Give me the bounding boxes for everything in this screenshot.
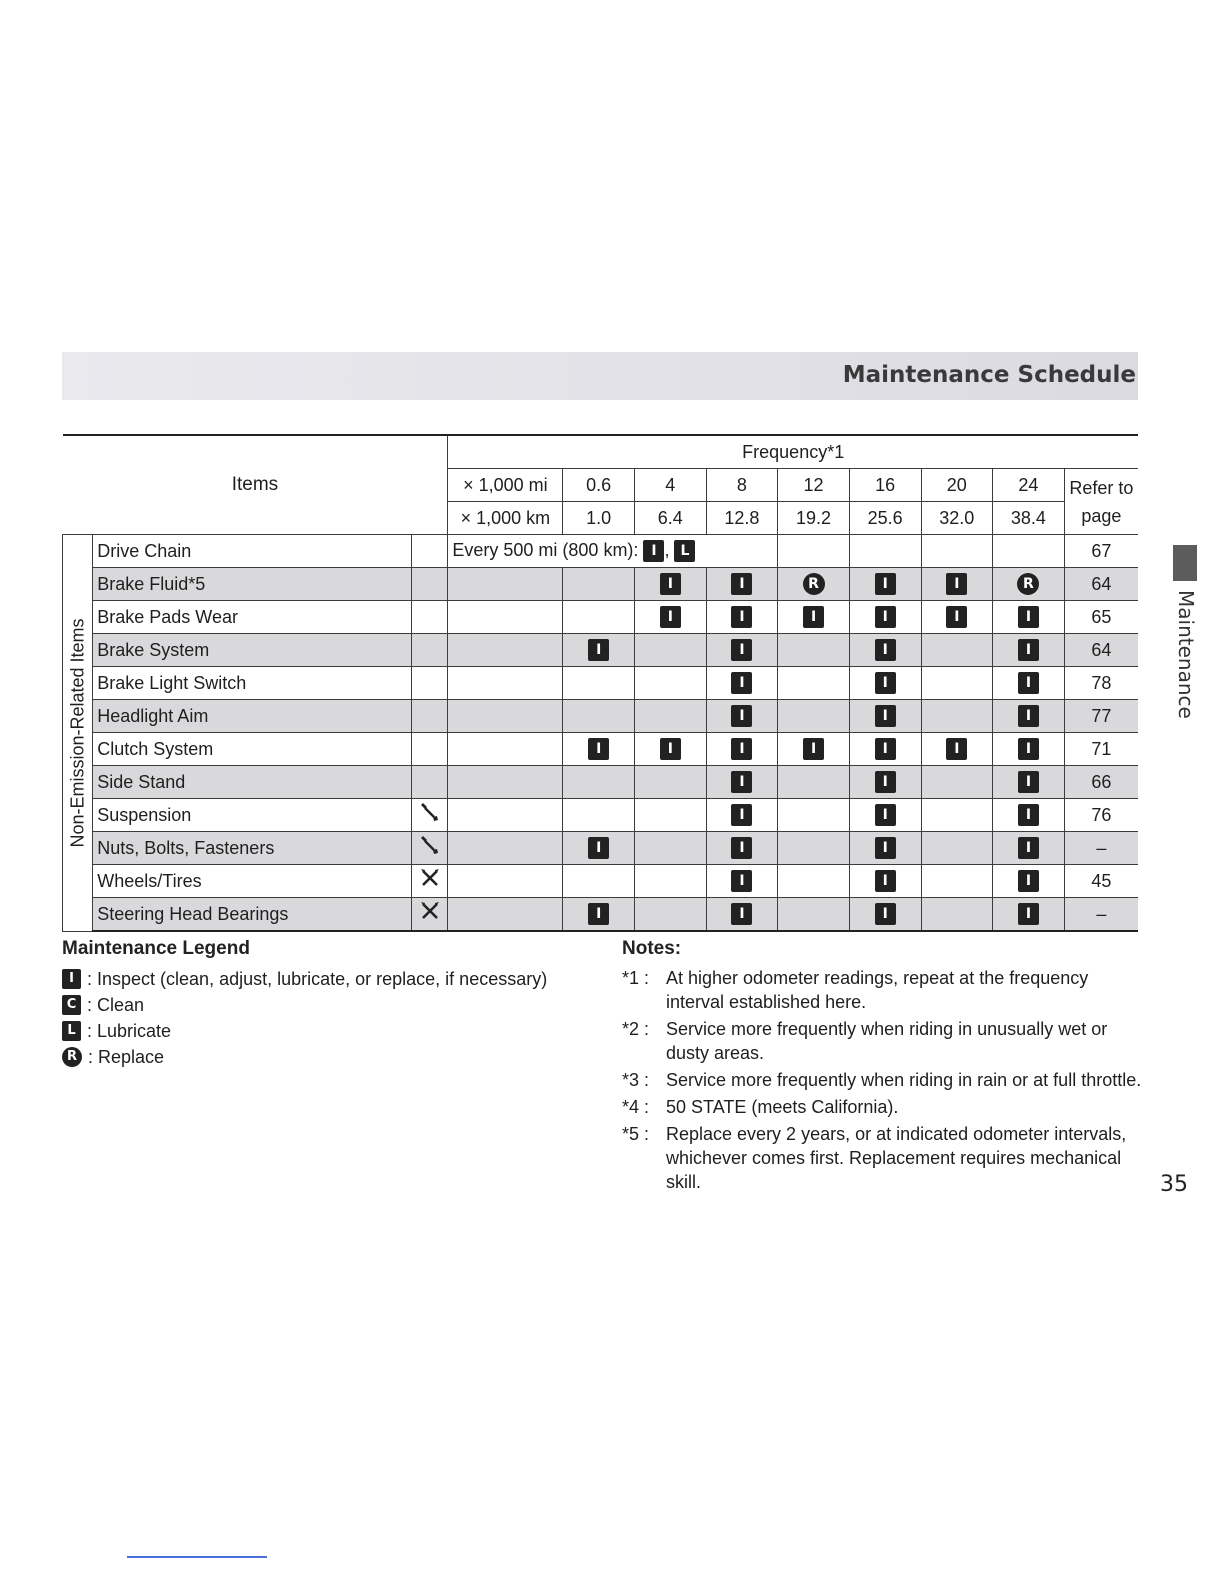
note-key: *1 : (622, 968, 650, 988)
interval-cell (778, 832, 850, 865)
unit-cell (448, 766, 563, 799)
interval-cell (635, 865, 707, 898)
section-tab-marker (1173, 545, 1197, 581)
mark-inspect-icon: I (1018, 837, 1039, 859)
mark-inspect-icon: I (1018, 771, 1039, 793)
mark-inspect-icon: I (875, 837, 896, 859)
interval-cell (849, 832, 921, 865)
interval-cell (635, 634, 707, 667)
mark-inspect-icon: I (1018, 870, 1039, 892)
mark-inspect-icon: I (731, 870, 752, 892)
mark-inspect-icon: I (875, 903, 896, 925)
refer-header (1064, 469, 1138, 535)
item-name: Brake System (93, 634, 412, 667)
mark-inspect-icon: I (875, 672, 896, 694)
mark-inspect-icon: I (875, 705, 896, 727)
interval-cell (921, 634, 993, 667)
table-row (63, 601, 1139, 634)
legend-item (62, 992, 582, 1018)
mileage-cell: 0.6 (563, 469, 635, 502)
interval-cell (993, 898, 1065, 932)
table-row (63, 799, 1139, 832)
note-item (622, 1122, 1142, 1194)
table-row (63, 766, 1139, 799)
table-row (63, 700, 1139, 733)
page-number: 35 (1160, 1172, 1188, 1197)
mark-inspect-icon: I (731, 804, 752, 826)
interval-cell (635, 667, 707, 700)
note-text: At higher odometer readings, repeat at the frequency interval established here. (666, 968, 1089, 1012)
mark-inspect-icon: I (875, 804, 896, 826)
group-label: Non-Emission-Related Items (67, 618, 88, 848)
mark-inspect-icon: I (588, 903, 609, 925)
kilometer-cell: 19.2 (778, 502, 850, 535)
mark-inspect-icon: I (660, 606, 681, 628)
kilometer-cell: 38.4 (993, 502, 1065, 535)
mark-inspect-icon: I (875, 573, 896, 595)
refer-page: 45 (1064, 865, 1138, 898)
mark-inspect-icon: I (731, 738, 752, 760)
refer-header-line2: page (1081, 505, 1122, 526)
interval-cell (849, 535, 921, 568)
interval-cell (778, 634, 850, 667)
interval-cell (993, 766, 1065, 799)
refer-page: 77 (1064, 700, 1138, 733)
unit-cell (448, 634, 563, 667)
interval-cell (993, 832, 1065, 865)
mark-inspect-icon: I (731, 771, 752, 793)
refer-page: 76 (1064, 799, 1138, 832)
legend-text: : Replace (88, 1046, 165, 1067)
interval-cell (921, 601, 993, 634)
mark-replace-icon: R (803, 573, 825, 595)
interval-cell (921, 766, 993, 799)
mileage-cell: 4 (635, 469, 707, 502)
interval-cell (849, 601, 921, 634)
table-row (63, 733, 1139, 766)
items-header: Items (63, 435, 448, 535)
interval-cell (563, 832, 635, 865)
mark-inspect-icon: I (1018, 639, 1039, 661)
tool-cell (412, 733, 448, 766)
legend-text: : Inspect (clean, adjust, lubricate, or replace, if necessary) (87, 968, 548, 989)
item-name: Nuts, Bolts, Fasteners (93, 832, 412, 865)
interval-cell (849, 898, 921, 932)
interval-cell (778, 799, 850, 832)
mark-inspect-icon: I (946, 606, 967, 628)
interval-cell (563, 700, 635, 733)
mileage-cell: 24 (993, 469, 1065, 502)
note-item (622, 1068, 1142, 1092)
mark-inspect-icon: I (875, 870, 896, 892)
refer-page: – (1064, 898, 1138, 932)
note-key: *3 : (622, 1070, 650, 1090)
interval-cell (778, 865, 850, 898)
mileage-cell: 12 (778, 469, 850, 502)
tool-cell (412, 634, 448, 667)
interval-cell (563, 601, 635, 634)
mark-inspect-icon: I (660, 573, 681, 595)
table-row (63, 832, 1139, 865)
table-row (63, 667, 1139, 700)
legend-text: : Clean (87, 994, 145, 1015)
mark-inspect-icon: I (803, 606, 824, 628)
legend-title: Maintenance Legend (62, 938, 250, 959)
interval-cell (993, 535, 1065, 568)
page-title: Maintenance Schedule (842, 362, 1136, 388)
mark-inspect-icon: I (875, 639, 896, 661)
footer-rule (127, 1556, 267, 1558)
mark-inspect-icon: I (588, 837, 609, 859)
note-text: Service more frequently when riding in rain or at full throttle. (666, 1070, 1142, 1090)
tool-cell (412, 865, 448, 898)
interval-cell (635, 898, 707, 932)
mark-lubricate-icon: L (674, 540, 695, 562)
interval-cell (706, 733, 778, 766)
mark-inspect-icon: I (731, 837, 752, 859)
interval-cell (778, 766, 850, 799)
mark-inspect-icon: I (1018, 705, 1039, 727)
note-key: *2 : (622, 1019, 650, 1039)
refer-page: 64 (1064, 634, 1138, 667)
interval-cell (706, 568, 778, 601)
mark-inspect-icon: I (62, 969, 81, 989)
mark-inspect-icon: I (946, 738, 967, 760)
tool-cell (412, 535, 448, 568)
mileage-cell: 16 (849, 469, 921, 502)
interval-cell (849, 799, 921, 832)
mark-inspect-icon: I (731, 573, 752, 595)
interval-cell (849, 865, 921, 898)
mark-inspect-icon: I (731, 606, 752, 628)
interval-cell (706, 601, 778, 634)
refer-page: 66 (1064, 766, 1138, 799)
note-text: 50 STATE (meets California). (666, 1097, 899, 1117)
unit-cell (448, 733, 563, 766)
section-tab-label: Maintenance (1174, 590, 1198, 719)
interval-cell (921, 700, 993, 733)
kilometer-cell: 6.4 (635, 502, 707, 535)
refer-header-line1: Refer to (1069, 477, 1134, 498)
interval-cell (706, 766, 778, 799)
interval-cell (635, 733, 707, 766)
table-row (63, 568, 1139, 601)
item-name: Brake Light Switch (93, 667, 412, 700)
note-text: Service more frequently when riding in unusually wet or dusty areas. (666, 1019, 1108, 1063)
interval-cell (921, 733, 993, 766)
unit-cell (448, 568, 563, 601)
item-name: Drive Chain (93, 535, 412, 568)
interval-cell (706, 898, 778, 932)
table-row (63, 865, 1139, 898)
unit-cell (448, 898, 563, 932)
table-row (63, 634, 1139, 667)
note-key: *5 : (622, 1124, 650, 1144)
separator: , (664, 539, 670, 560)
note-key: *4 : (622, 1097, 650, 1117)
interval-cell (706, 799, 778, 832)
tool-cell (412, 601, 448, 634)
interval-cell (635, 766, 707, 799)
interval-cell (706, 634, 778, 667)
interval-cell (921, 568, 993, 601)
tool-cell (412, 667, 448, 700)
item-name: Wheels/Tires (93, 865, 412, 898)
interval-cell (993, 799, 1065, 832)
mark-inspect-icon: I (1018, 738, 1039, 760)
mark-inspect-icon: I (946, 573, 967, 595)
legend-text: : Lubricate (87, 1020, 172, 1041)
wrench-icon (418, 840, 442, 862)
note-item (622, 1095, 1142, 1119)
interval-cell (849, 568, 921, 601)
interval-cell (993, 700, 1065, 733)
kilometer-cell: 12.8 (706, 502, 778, 535)
refer-page: – (1064, 832, 1138, 865)
interval-cell (563, 799, 635, 832)
interval-cell (849, 766, 921, 799)
legend-item (62, 1018, 582, 1044)
group-label-cell (63, 535, 93, 932)
kilometer-cell: 25.6 (849, 502, 921, 535)
item-name: Clutch System (93, 733, 412, 766)
table-row (63, 535, 1139, 568)
mark-inspect-icon: I (588, 639, 609, 661)
unit-cell (448, 799, 563, 832)
notes-title: Notes: (622, 938, 682, 959)
maintenance-schedule-table (62, 434, 1138, 932)
item-name: Steering Head Bearings (93, 898, 412, 932)
interval-cell (563, 634, 635, 667)
interval-cell (563, 667, 635, 700)
item-name: Brake Pads Wear (93, 601, 412, 634)
unit-cell (448, 535, 778, 568)
tool-cell (412, 898, 448, 932)
mark-replace-icon: R (62, 1047, 82, 1067)
mark-inspect-icon: I (643, 540, 664, 562)
interval-cell (706, 700, 778, 733)
interval-cell (635, 700, 707, 733)
interval-cell (921, 667, 993, 700)
table-row (63, 898, 1139, 932)
mark-inspect-icon: I (731, 672, 752, 694)
note-text: Replace every 2 years, or at indicated odometer intervals, whichever comes first. Replacement requires mechanical skill. (666, 1124, 1127, 1192)
interval-cell (706, 832, 778, 865)
unit-cell (448, 667, 563, 700)
crossed-tools-icon (418, 873, 442, 895)
interval-cell (563, 568, 635, 601)
unit-km: × 1,000 km (448, 502, 563, 535)
mark-inspect-icon: I (875, 738, 896, 760)
refer-page: 65 (1064, 601, 1138, 634)
interval-cell (993, 634, 1065, 667)
interval-cell (778, 700, 850, 733)
tool-cell (412, 568, 448, 601)
mark-inspect-icon: I (660, 738, 681, 760)
interval-cell (849, 667, 921, 700)
mark-inspect-icon: I (1018, 903, 1039, 925)
mark-inspect-icon: I (1018, 606, 1039, 628)
interval-cell (993, 568, 1065, 601)
interval-cell (563, 766, 635, 799)
mark-inspect-icon: I (731, 705, 752, 727)
interval-cell (563, 733, 635, 766)
mark-inspect-icon: I (731, 903, 752, 925)
unit-cell (448, 832, 563, 865)
wrench-icon (418, 807, 442, 829)
crossed-tools-icon (418, 906, 442, 928)
unit-cell (448, 601, 563, 634)
interval-cell (778, 601, 850, 634)
mileage-cell: 20 (921, 469, 993, 502)
note-item (622, 966, 1142, 1014)
mark-inspect-icon: I (1018, 804, 1039, 826)
interval-cell (849, 634, 921, 667)
mark-inspect-icon: I (875, 771, 896, 793)
interval-cell (921, 865, 993, 898)
mark-lubricate-icon: L (62, 1021, 81, 1041)
mark-inspect-icon: I (875, 606, 896, 628)
refer-page: 71 (1064, 733, 1138, 766)
mark-inspect-icon: I (731, 639, 752, 661)
drive-chain-interval: Every 500 mi (800 km): (452, 539, 639, 560)
mark-clean-icon: C (62, 995, 81, 1015)
legend-item (62, 1044, 582, 1070)
interval-cell (635, 601, 707, 634)
schedule-body (63, 535, 1139, 932)
tool-cell (412, 799, 448, 832)
frequency-header: Frequency*1 (448, 435, 1138, 469)
interval-cell (993, 601, 1065, 634)
legend-item (62, 966, 582, 992)
interval-cell (993, 733, 1065, 766)
refer-page: 67 (1064, 535, 1138, 568)
unit-cell (448, 700, 563, 733)
interval-cell (993, 667, 1065, 700)
interval-cell (921, 832, 993, 865)
tool-cell (412, 832, 448, 865)
interval-cell (778, 535, 850, 568)
interval-cell (563, 898, 635, 932)
interval-cell (706, 667, 778, 700)
note-item (622, 1017, 1142, 1065)
interval-cell (635, 832, 707, 865)
mileage-cell: 8 (706, 469, 778, 502)
item-name: Brake Fluid*5 (93, 568, 412, 601)
interval-cell (706, 865, 778, 898)
interval-cell (921, 898, 993, 932)
kilometer-cell: 1.0 (563, 502, 635, 535)
kilometer-cell: 32.0 (921, 502, 993, 535)
interval-cell (921, 799, 993, 832)
interval-cell (778, 898, 850, 932)
interval-cell (778, 568, 850, 601)
mark-replace-icon: R (1017, 573, 1039, 595)
tool-cell (412, 700, 448, 733)
unit-mi: × 1,000 mi (448, 469, 563, 502)
interval-cell (563, 865, 635, 898)
interval-cell (849, 700, 921, 733)
mark-inspect-icon: I (803, 738, 824, 760)
item-name: Side Stand (93, 766, 412, 799)
unit-cell (448, 865, 563, 898)
mark-inspect-icon: I (588, 738, 609, 760)
interval-cell (993, 865, 1065, 898)
maintenance-legend (62, 938, 582, 1070)
interval-cell (635, 799, 707, 832)
interval-cell (635, 568, 707, 601)
mark-inspect-icon: I (1018, 672, 1039, 694)
notes-list (622, 966, 1142, 1194)
notes-section (622, 938, 1142, 1197)
item-name: Suspension (93, 799, 412, 832)
tool-cell (412, 766, 448, 799)
item-name: Headlight Aim (93, 700, 412, 733)
interval-cell (778, 733, 850, 766)
refer-page: 64 (1064, 568, 1138, 601)
refer-page: 78 (1064, 667, 1138, 700)
interval-cell (921, 535, 993, 568)
interval-cell (778, 667, 850, 700)
interval-cell (849, 733, 921, 766)
legend-list (62, 966, 582, 1070)
